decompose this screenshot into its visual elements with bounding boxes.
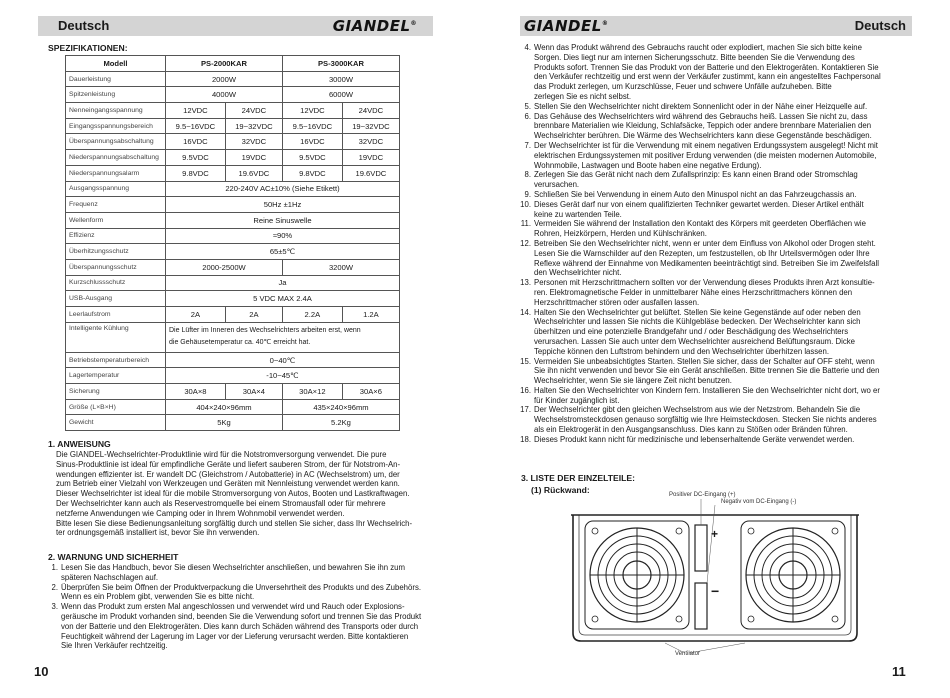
fan-left [585, 521, 689, 629]
minus-sign: − [711, 583, 720, 599]
list-item-line: Wechselstromsteckdosen genauso sorgfältig wie Ihre Heimsteckdosen. Stecken Sie nichts anderes [534, 415, 877, 425]
list-item-line: späteren Nachschlagen auf. [61, 572, 159, 582]
table-cell: 32VDC [225, 134, 282, 150]
table-cell: 19VDC [225, 150, 282, 166]
table-cell: 19.6VDC [225, 165, 282, 181]
table-cell: 2.2A [282, 307, 342, 323]
text-line: Dieser Wechselrichter ist ideal für die mobile Stromversorgung von Autos, Booten und Lastkraftwagen. [56, 489, 410, 499]
table-cell: ≈90% [166, 228, 400, 244]
text-line: wendungen effizienter ist. Er wandelt DC (Gleichstrom / Autobatterie) in AC (Wechselstrom) um, der [56, 469, 400, 479]
list-item-number: 5. [524, 101, 531, 111]
cooling-note-line: die Gehäusetemperatur ca. 40℃ erreicht hat. [169, 338, 311, 346]
list-item [517, 102, 917, 112]
table-cell: 5 VDC MAX 2.4A [166, 291, 400, 307]
table-cell: 9.5~16VDC [166, 118, 226, 134]
table-cell: 3000W [282, 71, 399, 87]
table-row [66, 415, 400, 431]
table-cell: 32VDC [342, 134, 399, 150]
table-row [66, 197, 400, 213]
list-item-line: Sorgen. Dies liegt nur am internen Sicherungsschutz. Bitte beenden Sie die Verwendung des [534, 52, 855, 62]
list-item-number: 11. [520, 219, 531, 229]
table-row [66, 103, 400, 119]
negative-dc-input-label: Negativ vom DC-Eingang (-) [721, 499, 797, 505]
table-cell: 3200W [282, 259, 399, 275]
row-label: Gewicht [66, 415, 166, 431]
list-item [517, 386, 917, 406]
row-label: Kurzschlussschutz [66, 275, 166, 291]
table-cell: 9.5VDC [166, 150, 226, 166]
brand-logo: GIANDEL® [524, 17, 609, 35]
list-item-line: Überprüfen Sie beim Öffnen der Produktverpackung die Unversehrtheit des Produkts und des Zubehörs. [61, 582, 422, 592]
table-cell: 404×240×96mm [166, 399, 283, 415]
list-item-number: 6. [524, 111, 531, 121]
list-item-line: überhitzen und eine potenzielle Brandgefahr und / oder Beschädigung des Wechselrichters [534, 327, 849, 337]
table-row [66, 71, 400, 87]
list-item-line: Stellen Sie den Wechselrichter nicht direktem Sonnenlicht oder in der Nähe einer Heizquelle auf. [534, 101, 868, 111]
list-item-number: 10. [520, 199, 531, 209]
list-item-line: Der Wechselrichter gibt den gleichen Wechselstrom aus wie der Netzstrom. Behandeln Sie die [534, 405, 861, 415]
table-row [66, 181, 400, 197]
rear-panel-drawing [565, 495, 865, 665]
language-label: Deutsch [58, 18, 110, 33]
list-item [517, 190, 917, 200]
text-line: Sinus-Produktlinie ist ideal für empfindliche Geräte und liefert sauberen Strom, der für Notstrom-An- [56, 459, 401, 469]
table-cell: 19~32VDC [342, 118, 399, 134]
row-label: Wellenform [66, 212, 166, 228]
table-cell: 2000W [166, 71, 283, 87]
list-item-number: 3. [51, 602, 58, 612]
table-cell: 30A×6 [342, 384, 399, 400]
list-item-line: geräusche im Produkt vorhanden sind, beenden Sie die Verwendung sofort und trennen Sie das Produkt [61, 611, 422, 621]
list-item [44, 583, 432, 603]
language-label: Deutsch [854, 18, 906, 33]
plus-sign: + [711, 527, 719, 541]
table-row [66, 399, 400, 415]
table-cell: 16VDC [282, 134, 342, 150]
table-cell: 16VDC [166, 134, 226, 150]
list-item-number: 14. [520, 307, 531, 317]
list-item-line: von der Batterie und den Elektrogeräten. Dies kann durch Schäden während des Transports oder durch [61, 621, 419, 631]
list-item-line: den Wechselrichter nicht. [534, 268, 622, 278]
list-item-line: Lesen Sie die Warnschilder auf den Rezepten, um festzustellen, ob Ihr Urteilsvermögen oder Ihre [534, 248, 870, 258]
list-item [44, 602, 432, 651]
list-item-line: Reflexe während der Einnahme von Medikamenten beeinträchtigt sind. Betreiben Sie im Zweifelsfall [534, 258, 879, 268]
table-cell: 0~40℃ [166, 352, 400, 368]
page-number: 10 [34, 664, 49, 679]
row-label: Lagertemperatur [66, 368, 166, 384]
list-item [517, 112, 917, 141]
list-item-line: den Verkäufer rechtzeitig und erst wenn der Verkäufer zustimmt, kann ein angestelltes Fachpersonal [534, 72, 881, 82]
negative-terminal [695, 583, 707, 629]
list-item [517, 43, 917, 102]
row-label: Niederspannungsalarm [66, 165, 166, 181]
list-item-line: elektrischen Erdungssystemen mit positiver Erdung verwenden (die meisten modernen Automobile, [534, 150, 877, 160]
table-cell: 19.6VDC [342, 165, 399, 181]
list-item-line: keine zu wartenden Teile. [534, 209, 622, 219]
table-cell: 435×240×96mm [282, 399, 399, 415]
anweisung-paragraph [56, 450, 428, 538]
list-item-number: 13. [520, 278, 531, 288]
table-cell: 6000W [282, 87, 399, 103]
list-item [517, 141, 917, 170]
text-line: netzferne Anwendungen wie Camping oder in Ihrem Wohnmobil verwendet werden. [56, 508, 345, 518]
list-item-number: 4. [524, 43, 531, 52]
list-item-line: Wechselrichter berühren. Die Wärme des Wechselrichters kann diese Gegenstände beschädigen. [534, 131, 872, 141]
list-item-line: Wohnmobile, Lastwagen und Boote haben eine negative Erdung). [534, 160, 762, 170]
list-item-line: Dieses Gerät darf nur von einem qualifizierten Techniker gewartet werden. Dieser Artikel enthält [534, 199, 864, 209]
table-cell: 9.8VDC [282, 165, 342, 181]
table-cell: 30A×4 [225, 384, 282, 400]
list-item-line: Wenn es ein Problem gibt, verwenden Sie es bitte nicht. [61, 592, 255, 602]
list-item [517, 278, 917, 307]
list-item [517, 357, 917, 386]
list-item-line: das Produkt zerlegen, um Kurzschlüsse, Feuer und schwere Unfälle aufzuheben. Bitte [534, 82, 832, 92]
table-cell: 5.2Kg [282, 415, 399, 431]
list-item-line: Personen mit Herzschrittmachern sollten vor der Verwendung dieses Produkts ihren Arzt konsultie- [534, 278, 875, 288]
table-cell: 30A×8 [166, 384, 226, 400]
table-row [66, 87, 400, 103]
table-row [66, 118, 400, 134]
list-item-line: Sie ihn nicht verwenden und bevor Sie ein Gerät anschließen. Bitte trennen Sie die Batterie und den [534, 366, 880, 376]
list-item-line: Halten Sie den Wechselrichter gut belüftet. Stellen Sie keine Gegenstände auf oder neben den [534, 307, 861, 317]
list-item-line: Feuchtigkeit während der Lagerung im Lager vor der Lieferung verursacht werden. Bitte kontaktieren [61, 631, 409, 641]
list-item-line: Rohren, Heizkörpern, Herden und Kühlschränken. [534, 229, 707, 239]
table-row [66, 134, 400, 150]
table-cell: 9.5~16VDC [282, 118, 342, 134]
text-line: ter ordnungsgemäß installiert ist, bevor Sie ihn verwenden. [56, 528, 260, 538]
row-label: Nenneingangsspannung [66, 103, 166, 119]
list-item-line: Wechselrichter und lassen Sie nichts die Kühlgebläse bedecken. Der Wechselrichter kann sich [534, 317, 861, 327]
list-item-line: verursachen. Lassen Sie auch unter dem Wechselrichter ausreichend Belüftungsraum. Dicke [534, 336, 855, 346]
page-number: 11 [892, 664, 906, 679]
table-row [66, 165, 400, 181]
table-row [66, 212, 400, 228]
fan-label: Ventilator [675, 651, 701, 657]
list-item-line: brennbare Materialien wie Kleidung, Schlafsäcke, Teppich oder andere brennbare Materialien den [534, 121, 872, 131]
list-item-line: als ein Elektrogerät in den Ausgangsanschluss. Dies kann zu Stößen oder Bränden führen. [534, 425, 848, 435]
list-item-line: Vermeiden Sie unbeabsichtigtes Starten. Stellen Sie sicher, dass der Schalter auf OFF steht, wenn [534, 356, 875, 366]
list-item-number: 17. [520, 405, 531, 415]
spec-table [65, 55, 400, 431]
list-item-number: 9. [524, 189, 531, 199]
section-title-warnung: 2. WARNUNG UND SICHERHEIT [48, 552, 179, 562]
list-item-number: 15. [520, 356, 531, 366]
table-cell: 9.8VDC [166, 165, 226, 181]
list-item-line: Halten Sie den Wechselrichter von Kindern fern. Installieren Sie den Wechselrichter nicht dort, wo er [534, 385, 880, 395]
positive-dc-input-label: Positiver DC-Eingang (+) [669, 492, 736, 498]
table-cell: 2000-2500W [166, 259, 283, 275]
table-cell: 5Kg [166, 415, 283, 431]
section-title-einzelteile: 3. LISTE DER EINZELTEILE: [521, 473, 635, 483]
table-cell [166, 322, 400, 352]
fan-right [741, 521, 845, 629]
table-row [66, 275, 400, 291]
row-label: Sicherung [66, 384, 166, 400]
row-label: Leerlaufstrom [66, 307, 166, 323]
row-label: Eingangsspannungsbereich [66, 118, 166, 134]
list-item-number: 16. [520, 385, 531, 395]
rear-panel-diagram [565, 492, 865, 670]
row-label: USB-Ausgang [66, 291, 166, 307]
list-item-line: Herzschrittmacher stören oder ausfallen lassen. [534, 297, 700, 307]
list-item-line: Wechselrichter, wenn Sie sie längere Zeit nicht benutzen. [534, 376, 732, 386]
warning-list-continued [517, 43, 917, 445]
table-cell: -10~45℃ [166, 368, 400, 384]
brand-logo: GIANDEL® [332, 17, 417, 35]
table-cell: 4000W [166, 87, 283, 103]
list-item-number: 7. [524, 140, 531, 150]
list-item-line: Sie Ihren Verkäufer rechtzeitig. [61, 641, 168, 651]
table-row [66, 150, 400, 166]
list-item [517, 219, 917, 239]
table-row [66, 291, 400, 307]
table-cell: 19VDC [342, 150, 399, 166]
table-cell: 19~32VDC [225, 118, 282, 134]
table-cell: 24VDC [225, 103, 282, 119]
table-row [66, 322, 400, 352]
list-item-line: Das Gehäuse des Wechselrichters wird während des Gebrauchs heiß. Lassen Sie nicht zu, dass [534, 111, 868, 121]
row-label: Überspannungsabschaltung [66, 134, 166, 150]
list-item-line: Produkts sofort. Trennen Sie das Produkt von der Batterie und den Elektrogeräten. Kontaktieren Sie [534, 62, 879, 72]
text-line: Der Wechselrichter kann auch als Reservestromquelle bei einem Stromausfall oder für mehrere [56, 498, 386, 508]
list-item-line: Dieses Produkt kann nicht für medizinische und lebenserhaltende Geräte verwendet werden. [534, 434, 855, 444]
table-cell: 2A [225, 307, 282, 323]
list-item [517, 405, 917, 434]
table-cell: 12VDC [166, 103, 226, 119]
row-label: Ausgangsspannung [66, 181, 166, 197]
table-row [66, 368, 400, 384]
table-cell: 2A [166, 307, 226, 323]
table-cell: 50Hz ±1Hz [166, 197, 400, 213]
table-cell: 220-240V AC±10% (Siehe Etikett) [166, 181, 400, 197]
list-item [517, 170, 917, 190]
left-header-bar [38, 16, 433, 36]
list-item [44, 563, 432, 583]
text-line: Die GIANDEL-Wechselrichter-Produktlinie wird für die Notstromversorgung verwendet. Die pure [56, 450, 387, 459]
table-cell: 12VDC [282, 103, 342, 119]
table-header-cell: PS-3000KAR [282, 56, 399, 72]
list-item-line: Der Wechselrichter ist für die Verwendung mit einem negativen Erdungssystem ausgelegt! Nicht mit [534, 140, 878, 150]
positive-terminal [695, 525, 707, 571]
list-item-line: Betreiben Sie den Wechselrichter nicht, wenn er unter dem Einfluss von Alkohol oder Drogen steht. [534, 238, 876, 248]
list-item-line: Schließen Sie bei Verwendung in einem Auto den Minuspol nicht an das Fahrzeugchassis an. [534, 189, 857, 199]
list-item-number: 18. [520, 434, 531, 444]
list-item-line: Wenn das Produkt während des Gebrauchs raucht oder explodiert, machen Sie sich bitte keine [534, 43, 862, 52]
cooling-note-line: Die Lüfter im Inneren des Wechselrichters arbeiten erst, wenn [169, 326, 361, 334]
table-cell: Reine Sinuswelle [166, 212, 400, 228]
table-row [66, 352, 400, 368]
list-item-line: verursachen. [534, 180, 580, 190]
list-item-number: 8. [524, 170, 531, 180]
row-label: Größe (L×B×H) [66, 399, 166, 415]
table-row [66, 244, 400, 260]
row-label: Überhitzungsschutz [66, 244, 166, 260]
list-item-line: Zerlegen Sie das Gerät nicht nach dem Zufallsprinzip: Es kann einen Brand oder Stromschlag [534, 170, 858, 180]
section-title-anweisung: 1. ANWEISUNG [48, 439, 111, 449]
list-item-line: Teppiche können den Luftstrom behindern und den Wechselrichter überhitzen lassen. [534, 346, 830, 356]
right-header-bar [520, 16, 912, 36]
table-row [66, 56, 400, 72]
table-cell: 1.2A [342, 307, 399, 323]
list-item-line: für Kinder zugänglich ist. [534, 395, 620, 405]
list-item [517, 308, 917, 357]
list-item-number: 2. [51, 582, 58, 592]
text-line: zum Betrieb einer Vielzahl von Werkzeugen und Geräten mit Nennleistung verwendet werden kann. [56, 479, 400, 489]
table-cell: 65±5℃ [166, 244, 400, 260]
row-label: Dauerleistung [66, 71, 166, 87]
table-row [66, 228, 400, 244]
row-label: Effizienz [66, 228, 166, 244]
list-item-number: 12. [520, 238, 531, 248]
list-item-line: Lesen Sie das Handbuch, bevor Sie diesen Wechselrichter anschließen, und bewahren Sie ihn zum [61, 563, 405, 572]
list-item-line: Wenn das Produkt zum ersten Mal angeschlossen und verwendet wird und Rauch oder Explosions- [61, 602, 405, 612]
row-label: Überspannungsschutz [66, 259, 166, 275]
list-item [517, 239, 917, 278]
table-cell: Ja [166, 275, 400, 291]
spec-title: SPEZIFIKATIONEN: [48, 43, 128, 53]
right-page [475, 0, 950, 698]
text-line: Bitte lesen Sie diese Bedienungsanleitung sorgfältig durch und stellen Sie sicher, dass Ihr Wechselrich- [56, 518, 413, 528]
list-item-line: ren. Elektromagnetische Felder in unmittelbarer Nähe eines Herzschrittmachers können den [534, 287, 853, 297]
row-label: Betriebstemperaturbereich [66, 352, 166, 368]
table-cell: 30A×12 [282, 384, 342, 400]
table-cell: 9.5VDC [282, 150, 342, 166]
table-row [66, 307, 400, 323]
list-item-line: Vermeiden Sie während der Installation den Kontakt des Körpers mit geerdeten Oberflächen wie [534, 219, 866, 229]
table-header-cell: PS-2000KAR [166, 56, 283, 72]
row-label: Niederspannungsabschaltung [66, 150, 166, 166]
section-subtitle-rueckwand: (1) Rückwand: [531, 485, 590, 495]
row-label: Frequenz [66, 197, 166, 213]
table-header-cell: Modell [66, 56, 166, 72]
table-row [66, 384, 400, 400]
warning-list [44, 563, 432, 651]
row-label: Intelligente Kühlung [66, 322, 166, 352]
table-row [66, 259, 400, 275]
row-label: Spitzenleistung [66, 87, 166, 103]
list-item [517, 200, 917, 220]
list-item-line: zerlegen Sie es nicht selbst. [534, 91, 632, 101]
list-item-number: 1. [51, 563, 58, 572]
table-cell: 24VDC [342, 103, 399, 119]
list-item [517, 435, 917, 445]
